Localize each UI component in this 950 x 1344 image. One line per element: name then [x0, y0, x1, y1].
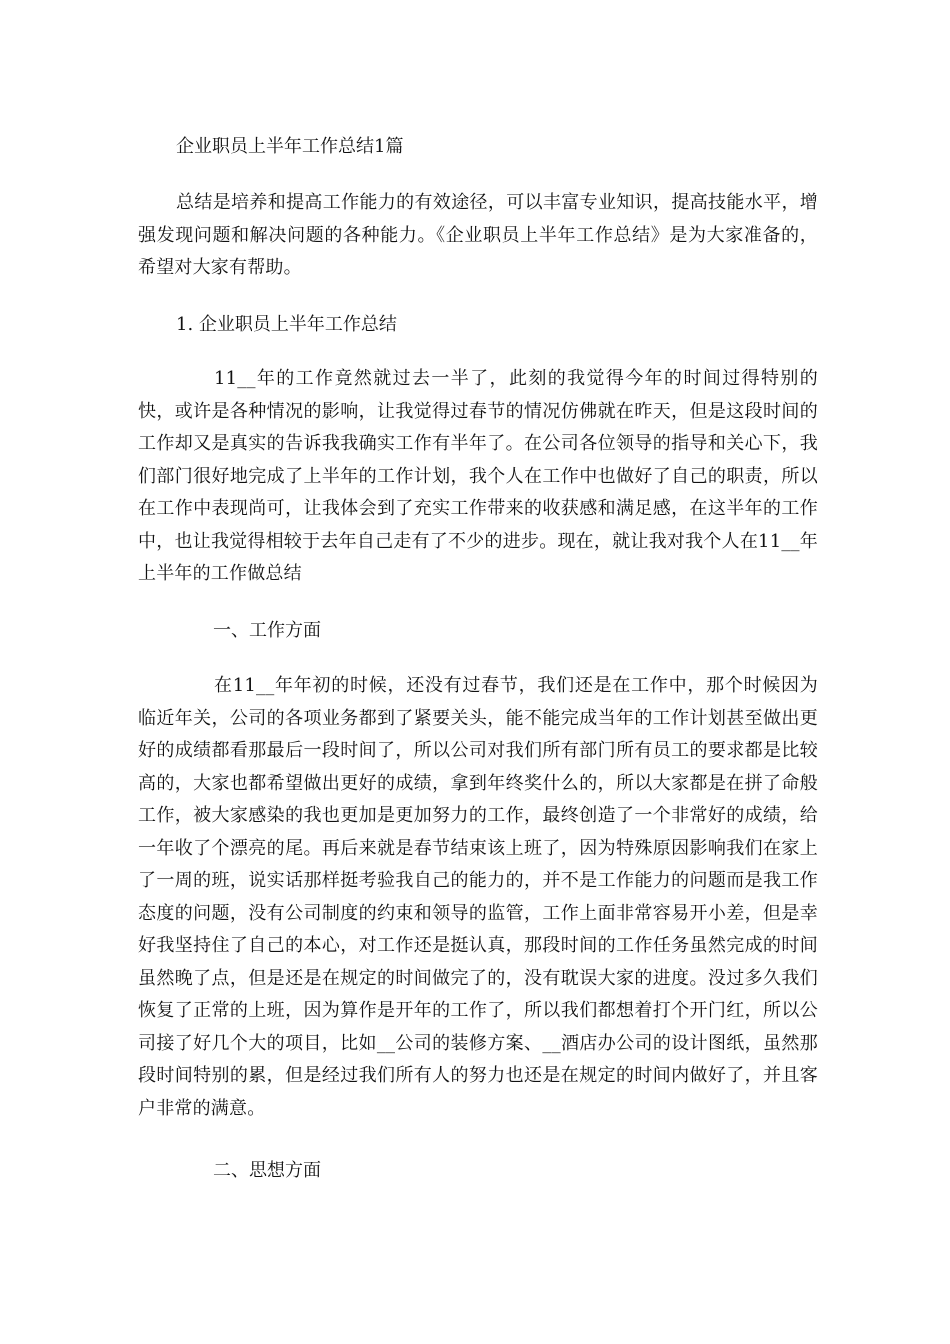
heading-thought: 二、思想方面 [213, 1160, 321, 1181]
body-paragraph-2: 在11__年年初的时候，还没有过春节，我们还是在工作中，那个时候因为临近年关，公司的各项业务都到了紧要关头，能不能完成当年的工作计划甚至做出更好的成绩都看那最后一段时间了，所以公司对我们所有部门所有员工的要求都是比较高的，大家也都希望做出更好的成绩，拿到年终奖什么的，所以大家都是在拼了命般工作，被大家感染的我也更加是更加努力的工作，最终创造了一个非常好的成绩，给一年收了个漂亮的尾。再后来就是春节结束该上班了，因为特殊原因影响我们在家上了一周的班，说实话那样挺考验我自己的能力的，并不是工作能力的问题而是我工作态度的问题，没有公司制度的约束和领导的监管，工作上面非常容易开小差，但是幸好我坚持住了自己的本心，对工作还是挺认真，那段时间的工作任务虽然完成的时间虽然晚了点，但是还是在规定的时间做完了的，没有耽误大家的进度。没过多久我们恢复了正常的上班，因为算作是开年的工作了，所以我们都想着打个开门红，所以公司接了好几个大的项目，比如__公司的装修方案、__酒店办公司的设计图纸，虽然那段时间特别的累，但是经过我们所有人的努力也还是在规定的时间内做好了，并且客户非常的满意。 [138, 675, 818, 1119]
section-title: 1. 企业职员上半年工作总结 [176, 314, 397, 335]
heading-work: 一、工作方面 [213, 620, 321, 641]
intro-paragraph: 总结是培养和提高工作能力的有效途径，可以丰富专业知识，提高技能水平，增强发现问题和解决问题的各种能力。《企业职员上半年工作总结》是为大家准备的，希望对大家有帮助。 [138, 192, 818, 278]
body-paragraph-1: 11__年的工作竟然就过去一半了，此刻的我觉得今年的时间过得特别的快，或许是各种情况的影响，让我觉得过春节的情况仿佛就在昨天，但是这段时间的工作却又是真实的告诉我我确实工作有半年了。在公司各位领导的指导和关心下，我们部门很好地完成了上半年的工作计划，我个人在工作中也做好了自己的职责，所以在工作中表现尚可，让我体会到了充实工作带来的收获感和满足感，在这半年的工作中，也让我觉得相较于去年自己走有了不少的进步。现在，就让我对我个人在11__年上半年的工作做总结 [138, 368, 818, 584]
document-title: 企业职员上半年工作总结1篇 [176, 136, 404, 157]
